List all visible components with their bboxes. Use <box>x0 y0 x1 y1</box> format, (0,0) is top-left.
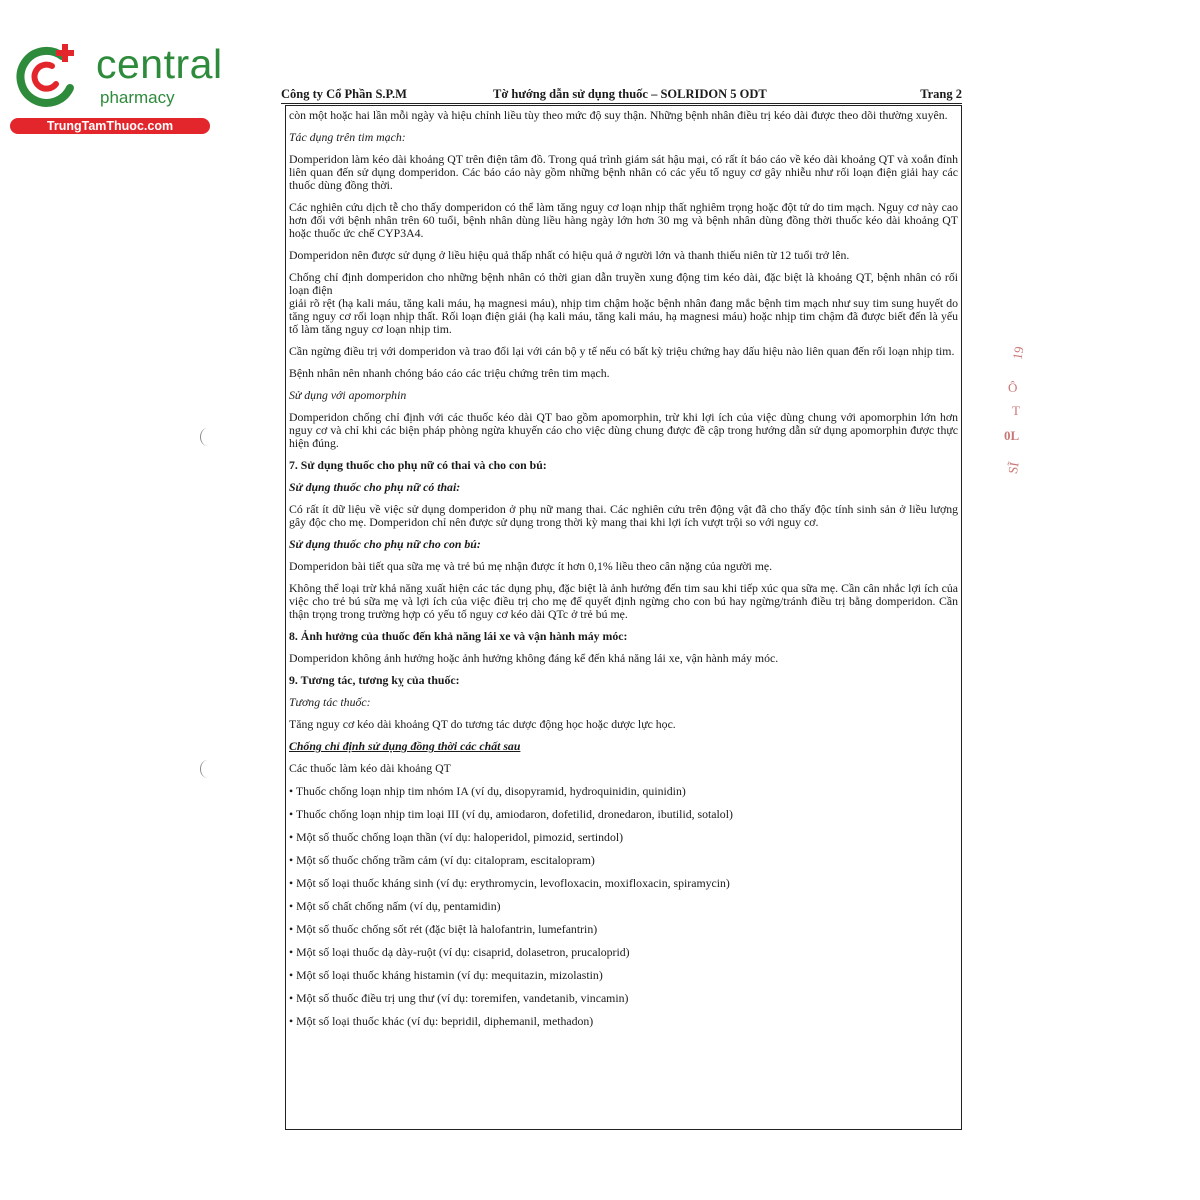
punch-hole-mark <box>200 428 215 446</box>
brand-logo <box>10 40 223 140</box>
logo-url-banner: TrungTamThuoc.com <box>10 118 210 134</box>
section-heading-8: 8. Ảnh hưởng của thuốc đến khả năng lái xe và vận hành máy móc: <box>289 629 628 643</box>
logo-brand-name: central <box>96 41 223 87</box>
paragraph: giải rõ rệt (hạ kali máu, tăng kali máu, hạ magnesi máu), nhịp tim chậm hoặc bệnh nhân đang mắc bệnh tim mạch như suy tim sung huyết do tăng nguy cơ rối loạn nhịp thất. Rối loạn điện giải (hạ kali máu, tăng kali máu, hạ magnesi máu) hoặc nhịp tim chậm đã được biết đến là yếu tố làm tăng nguy cơ loạn nhịp tim. <box>289 296 958 336</box>
subheading-apomorphin: Sử dụng với apomorphin <box>289 388 407 402</box>
paragraph: Tăng nguy cơ kéo dài khoảng QT do tương tác dược động học hoặc dược lực học. <box>289 717 676 731</box>
paragraph: Domperidon không ảnh hưởng hoặc ảnh hưởng không đáng kể đến khả năng lái xe, vận hành máy móc. <box>289 651 779 665</box>
paragraph: Domperidon làm kéo dài khoảng QT trên điện tâm đồ. Trong quá trình giám sát hậu mại, có rất ít báo cáo về kéo dài khoảng QT và xoắn đỉnh liên quan đến sử dụng domperidon. Các báo cáo này gồm những bệnh nhân có các yếu tố nguy cơ gây nhiễu như rối loạn điện giải hay các thuốc dùng đồng thời. <box>289 152 958 192</box>
subheading-breastfeeding: Sử dụng thuốc cho phụ nữ cho con bú: <box>289 537 481 551</box>
list-item: • Một số loại thuốc dạ dày-ruột (ví dụ: cisaprid, dolasetron, prucaloprid) <box>289 945 630 959</box>
list-item: • Một số loại thuốc kháng histamin (ví dụ: mequitazin, mizolastin) <box>289 968 603 982</box>
paragraph: Các nghiên cứu dịch tễ cho thấy domperidon có thể làm tăng nguy cơ loạn nhịp thất nghiêm trọng hoặc đột tử do tim mạch. Nguy cơ này cao hơn đối với bệnh nhân trên 60 tuổi, bệnh nhân dùng liều hàng ngày lớn hơn 30 mg và bệnh nhân dùng đồng thời thuốc kéo dài khoảng QT hoặc thuốc ức chế CYP3A4. <box>289 200 958 240</box>
subheading-interactions: Tương tác thuốc: <box>289 695 371 709</box>
list-item: • Một số loại thuốc khác (ví dụ: bepridil, diphemanil, methadon) <box>289 1014 594 1028</box>
paragraph: còn một hoặc hai lần mỗi ngày và hiệu chỉnh liều tùy theo mức độ suy thận. Những bệnh nhân điều trị kéo dài được theo dõi thường xuyên. <box>289 108 948 122</box>
paragraph: Các thuốc làm kéo dài khoảng QT <box>289 761 451 775</box>
subheading-contraindications: Chống chỉ định sử dụng đồng thời các chất sau <box>289 739 521 753</box>
paragraph: Bệnh nhân nên nhanh chóng báo cáo các triệu chứng trên tim mạch. <box>289 366 610 380</box>
subheading-pregnancy: Sử dụng thuốc cho phụ nữ có thai: <box>289 480 461 494</box>
stamp-fragment: 0L <box>1004 428 1020 443</box>
paragraph: Cần ngừng điều trị với domperidon và trao đổi lại với cán bộ y tế nếu có bất kỳ triệu chứng hay dấu hiệu nào liên quan đến rối loạn nhịp tim. <box>289 344 955 358</box>
stamp-fragment: 19 <box>1009 345 1027 361</box>
punch-hole-mark <box>200 760 215 778</box>
list-item: • Một số thuốc chống loạn thần (ví dụ: haloperidol, pimozid, sertindol) <box>289 830 624 844</box>
section-heading-7: 7. Sử dụng thuốc cho phụ nữ có thai và cho con bú: <box>289 458 547 472</box>
list-item: • Một số chất chống nấm (ví dụ, pentamidin) <box>289 899 501 913</box>
logo-subtitle: pharmacy <box>100 88 175 107</box>
paragraph: Có rất ít dữ liệu về việc sử dụng domperidon ở phụ nữ mang thai. Các nghiên cứu trên động vật đã cho thấy độc tính sinh sản ở liều lượng gây độc cho mẹ. Domperidon chỉ nên được sử dụng trong thời kỳ mang thai khi lợi ích vượt trội so với nguy cơ. <box>289 502 958 529</box>
header-page-number: Trang 2 <box>920 87 962 101</box>
paragraph: Chống chỉ định domperidon cho những bệnh nhân có thời gian dẫn truyền xung động tim kéo dài, đặc biệt là khoảng QT, bệnh nhân có rối loạn điện <box>289 270 958 297</box>
header-company: Công ty Cổ Phần S.P.M <box>281 87 407 101</box>
stamp-fragment: Ô <box>1008 380 1018 395</box>
list-item: • Một số thuốc chống trầm cảm (ví dụ: citalopram, escitalopram) <box>289 853 595 867</box>
list-item: • Một số loại thuốc kháng sinh (ví dụ: erythromycin, levofloxacin, moxifloxacin, spiramycin) <box>289 876 730 890</box>
paragraph: Không thể loại trừ khả năng xuất hiện các tác dụng phụ, đặc biệt là ảnh hưởng đến tim sau khi tiếp xúc qua sữa mẹ. Cần cân nhắc lợi ích của việc cho trẻ bú sữa mẹ và lợi ích của việc điều trị cho mẹ để quyết định ngừng cho con bú hay ngừng/tránh điều trị bằng domperidon. Cần thận trọng trong trường hợp có yếu tố nguy cơ kéo dài QTc ở trẻ bú mẹ. <box>289 581 958 621</box>
document-header <box>281 87 962 104</box>
paragraph: Domperidon nên được sử dụng ở liều hiệu quả thấp nhất có hiệu quả ở người lớn và thanh thiếu niên từ 12 tuổi trở lên. <box>289 248 850 262</box>
paragraph: Domperidon bài tiết qua sữa mẹ và trẻ bú mẹ nhận được ít hơn 0,1% liều theo cân nặng của người mẹ. <box>289 559 773 573</box>
header-title: Tờ hướng dẫn sử dụng thuốc – SOLRIDON 5 ODT <box>493 87 767 101</box>
subheading-cardio: Tác dụng trên tim mạch: <box>289 130 406 144</box>
logo-mark-icon <box>12 40 82 110</box>
list-item: • Một số thuốc chống sốt rét (đặc biệt là halofantrin, lumefantrin) <box>289 922 598 936</box>
paragraph: Domperidon chống chỉ định với các thuốc kéo dài QT bao gồm apomorphin, trừ khi lợi ích của việc dùng chung với apomorphin lớn hơn nguy cơ và chỉ khi các biện pháp phòng ngừa khuyến cáo cho việc dùng chung được đề cập trong hướng dẫn sử dụng apomorphin được thực hiện đúng. <box>289 410 958 450</box>
stamp-fragment: SĨ <box>1004 460 1022 475</box>
stamp-fragment: T <box>1012 403 1020 418</box>
list-item: • Thuốc chống loạn nhịp tim nhóm IA (ví dụ, disopyramid, hydroquinidin, quinidin) <box>289 784 686 798</box>
list-item: • Một số thuốc điều trị ung thư (ví dụ: toremifen, vandetanib, vincamin) <box>289 991 629 1005</box>
list-item: • Thuốc chống loạn nhịp tim loại III (ví dụ, amiodaron, dofetilid, dronedaron, ibutilid, sotalol) <box>289 807 733 821</box>
document-body <box>285 105 962 1130</box>
section-heading-9: 9. Tương tác, tương kỵ của thuốc: <box>289 673 460 687</box>
